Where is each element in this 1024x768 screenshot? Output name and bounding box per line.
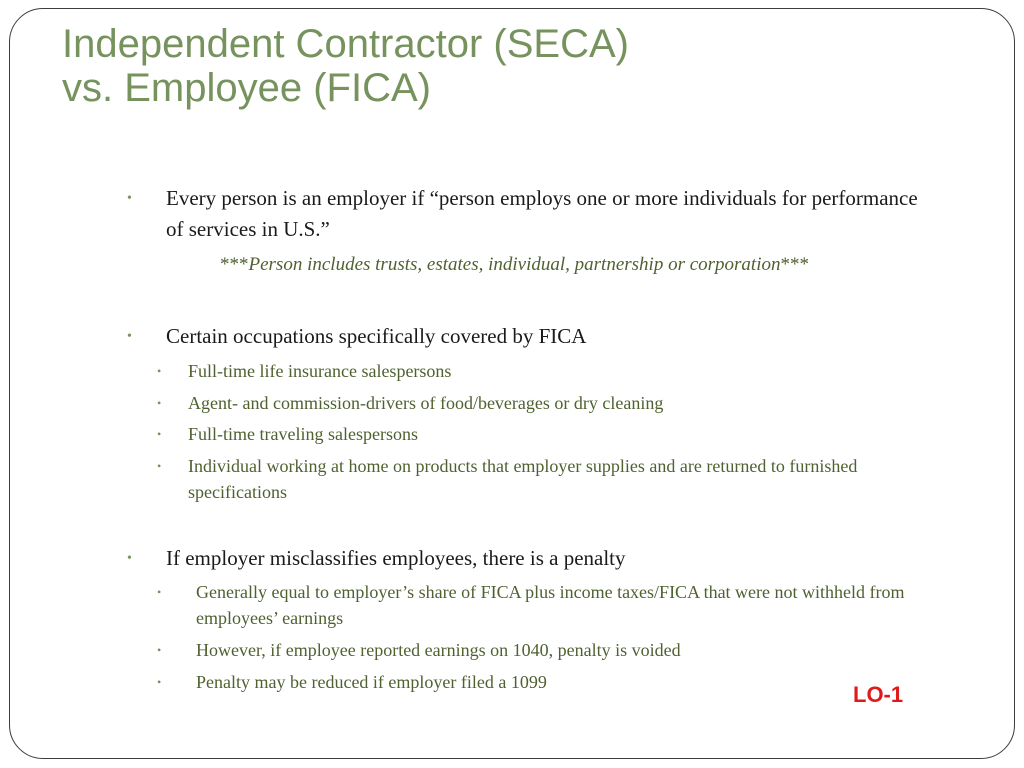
- sub-bullet-dot: •: [157, 364, 162, 378]
- sub-bullet-dot: •: [157, 459, 162, 473]
- slide-title-line-1: Independent Contractor (SECA): [62, 22, 629, 66]
- sub-bullet-dot: •: [157, 427, 162, 441]
- sub-bullet-dot: •: [157, 585, 162, 599]
- bullet-text: Every person is an employer if “person employs one or more individuals for performance of services in U.S.”: [166, 186, 918, 241]
- note-suffix: ***: [780, 254, 809, 275]
- learning-objective-label: LO-1: [853, 682, 904, 707]
- sub-bullet-text: However, if employee reported earnings on 1040, penalty is voided: [196, 640, 681, 660]
- bullet-dot: •: [127, 329, 132, 344]
- sub-bullet-dot: •: [157, 643, 162, 657]
- sub-bullet-text: Full-time life insurance salespersons: [188, 361, 452, 381]
- slide-title-line-2: vs. Employee (FICA): [62, 66, 431, 110]
- bullet-dot: •: [127, 551, 132, 566]
- note-prefix: ***: [220, 254, 249, 275]
- sub-bullet-dot: •: [157, 396, 162, 410]
- note-italic-text: Person includes trusts, estates, individual, partnership or corporation: [248, 254, 781, 275]
- person-definition-note: [220, 252, 809, 278]
- bullet-text: Certain occupations specifically covered by FICA: [166, 324, 587, 348]
- sub-bullet-text: Individual working at home on products that employer supplies and are returned to furnished specifications: [188, 456, 858, 502]
- bullet-dot: •: [127, 191, 132, 206]
- sub-bullet-text: Agent- and commission-drivers of food/beverages or dry cleaning: [188, 393, 664, 413]
- sub-bullet-text: Full-time traveling salespersons: [188, 424, 418, 444]
- bullet-text: If employer misclassifies employees, there is a penalty: [166, 546, 626, 570]
- sub-bullet-text: Generally equal to employer’s share of FICA plus income taxes/FICA that were not withheld from employees’ earnings: [196, 582, 905, 628]
- sub-bullet-dot: •: [157, 675, 162, 689]
- sub-bullet-text: Penalty may be reduced if employer filed a 1099: [196, 672, 547, 692]
